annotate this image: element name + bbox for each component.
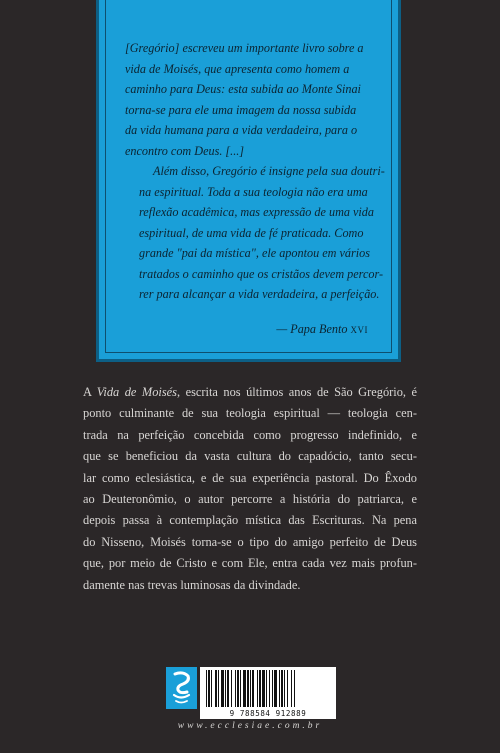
attribution-numeral: xvi	[350, 322, 368, 336]
barcode-bar	[257, 670, 258, 707]
barcode-bar	[279, 670, 280, 707]
barcode-bar	[227, 670, 229, 707]
barcode-bar	[294, 670, 295, 707]
quote-text	[125, 38, 385, 305]
book-title: Vida de Moisés	[96, 385, 177, 399]
barcode-bar	[284, 670, 285, 707]
quote-panel	[96, 0, 401, 362]
description-line: que se beneficiou da vasta cultura do capadócio, tanto secu-	[83, 449, 417, 464]
quote-line: torna-se para ele uma imagem da nossa subida	[125, 102, 357, 117]
barcode-bar	[206, 670, 207, 707]
barcode-bar	[237, 670, 239, 707]
quote-line: [Gregório] escreveu um importante livro sobre a	[125, 41, 364, 55]
quote-paragraph-2	[125, 161, 385, 305]
book-description	[83, 382, 417, 596]
quote-attribution	[276, 322, 368, 337]
ecclesiae-logo-icon	[166, 667, 197, 709]
barcode-bar	[287, 670, 288, 707]
barcode-bar	[252, 670, 254, 707]
description-line: lar como eclesiástica, e de sua experiência pastoral. Do Êxodo	[83, 470, 417, 485]
quote-line: Além disso, Gregório é insigne pela sua doutri-	[153, 164, 385, 178]
description-line: damente nas trevas luminosas da divindade.	[83, 577, 301, 592]
barcode-bar	[221, 670, 224, 707]
publisher-website: www.ecclesiae.com.br	[177, 721, 323, 731]
quote-paragraph-1	[125, 38, 371, 161]
description-line	[83, 382, 417, 403]
barcode-bar	[211, 670, 212, 707]
attribution-name: — Papa Bento	[276, 322, 351, 336]
quote-line: da vida humana para a vida verdadeira, para o	[125, 123, 358, 137]
barcode-bar	[259, 670, 261, 707]
quote-line: na espiritual. Toda a sua teologia não era uma	[139, 184, 368, 199]
barcode-bar	[208, 670, 210, 707]
barcode-bar	[269, 670, 270, 707]
quote-line: tratados o caminho que os cristãos devem percor-	[139, 266, 384, 281]
description-first-line-rest: , escrita nos últimos anos de São Gregório, é	[177, 385, 417, 399]
quote-line: vida de Moisés, que apresenta como homem a	[125, 61, 350, 76]
description-line: trada na perfeição concebida como progresso indefinido, e	[83, 427, 417, 442]
quote-line: encontro com Deus. [...]	[125, 143, 245, 158]
barcode-bar	[262, 670, 265, 707]
barcode-bar	[231, 670, 232, 707]
quote-line: espiritual, de uma vida de fé praticada. Como	[139, 225, 364, 240]
description-line: depois passa à contemplação mística das Escrituras. Na pena	[83, 513, 417, 528]
barcode-bar	[281, 670, 283, 707]
barcode-bar	[218, 670, 219, 707]
barcode-bar	[291, 670, 292, 707]
quote-line: caminho para Deus: esta subida ao Monte Sinai	[125, 82, 361, 96]
barcode-bar	[274, 670, 277, 707]
description-line: do Nisseno, Moisés torna-se o tipo do amigo perfeito de Deus	[83, 534, 417, 549]
isbn-digits: 9 788584 912889	[200, 709, 336, 719]
barcode-bar	[240, 670, 241, 707]
description-line: ponto culminante de sua teologia espiritual — teologia cen-	[83, 406, 417, 421]
publisher-block	[166, 667, 336, 718]
quote-line: reflexão acadêmica, mas expressão de uma vida	[139, 205, 374, 219]
barcode-bar	[225, 670, 226, 707]
barcode-bar	[272, 670, 273, 707]
barcode-bar	[215, 670, 217, 707]
isbn-barcode	[200, 667, 336, 709]
description-line: que, por meio de Cristo e com Ele, entra cada vez mais profun-	[83, 556, 417, 571]
quote-line: rer para alcançar a vida verdadeira, a perfeição.	[139, 287, 380, 301]
barcode-bar	[250, 670, 251, 707]
description-line: ao Deuteronômio, o autor percorre a história do patriarca, e	[83, 492, 417, 507]
barcode-bar	[243, 670, 246, 707]
quote-line: grande "pai da mística", ele apontou em vários	[139, 246, 370, 260]
barcode-bar	[247, 670, 249, 707]
barcode-bar	[266, 670, 267, 707]
barcode-bar	[235, 670, 236, 707]
description-prefix: A	[83, 385, 97, 399]
